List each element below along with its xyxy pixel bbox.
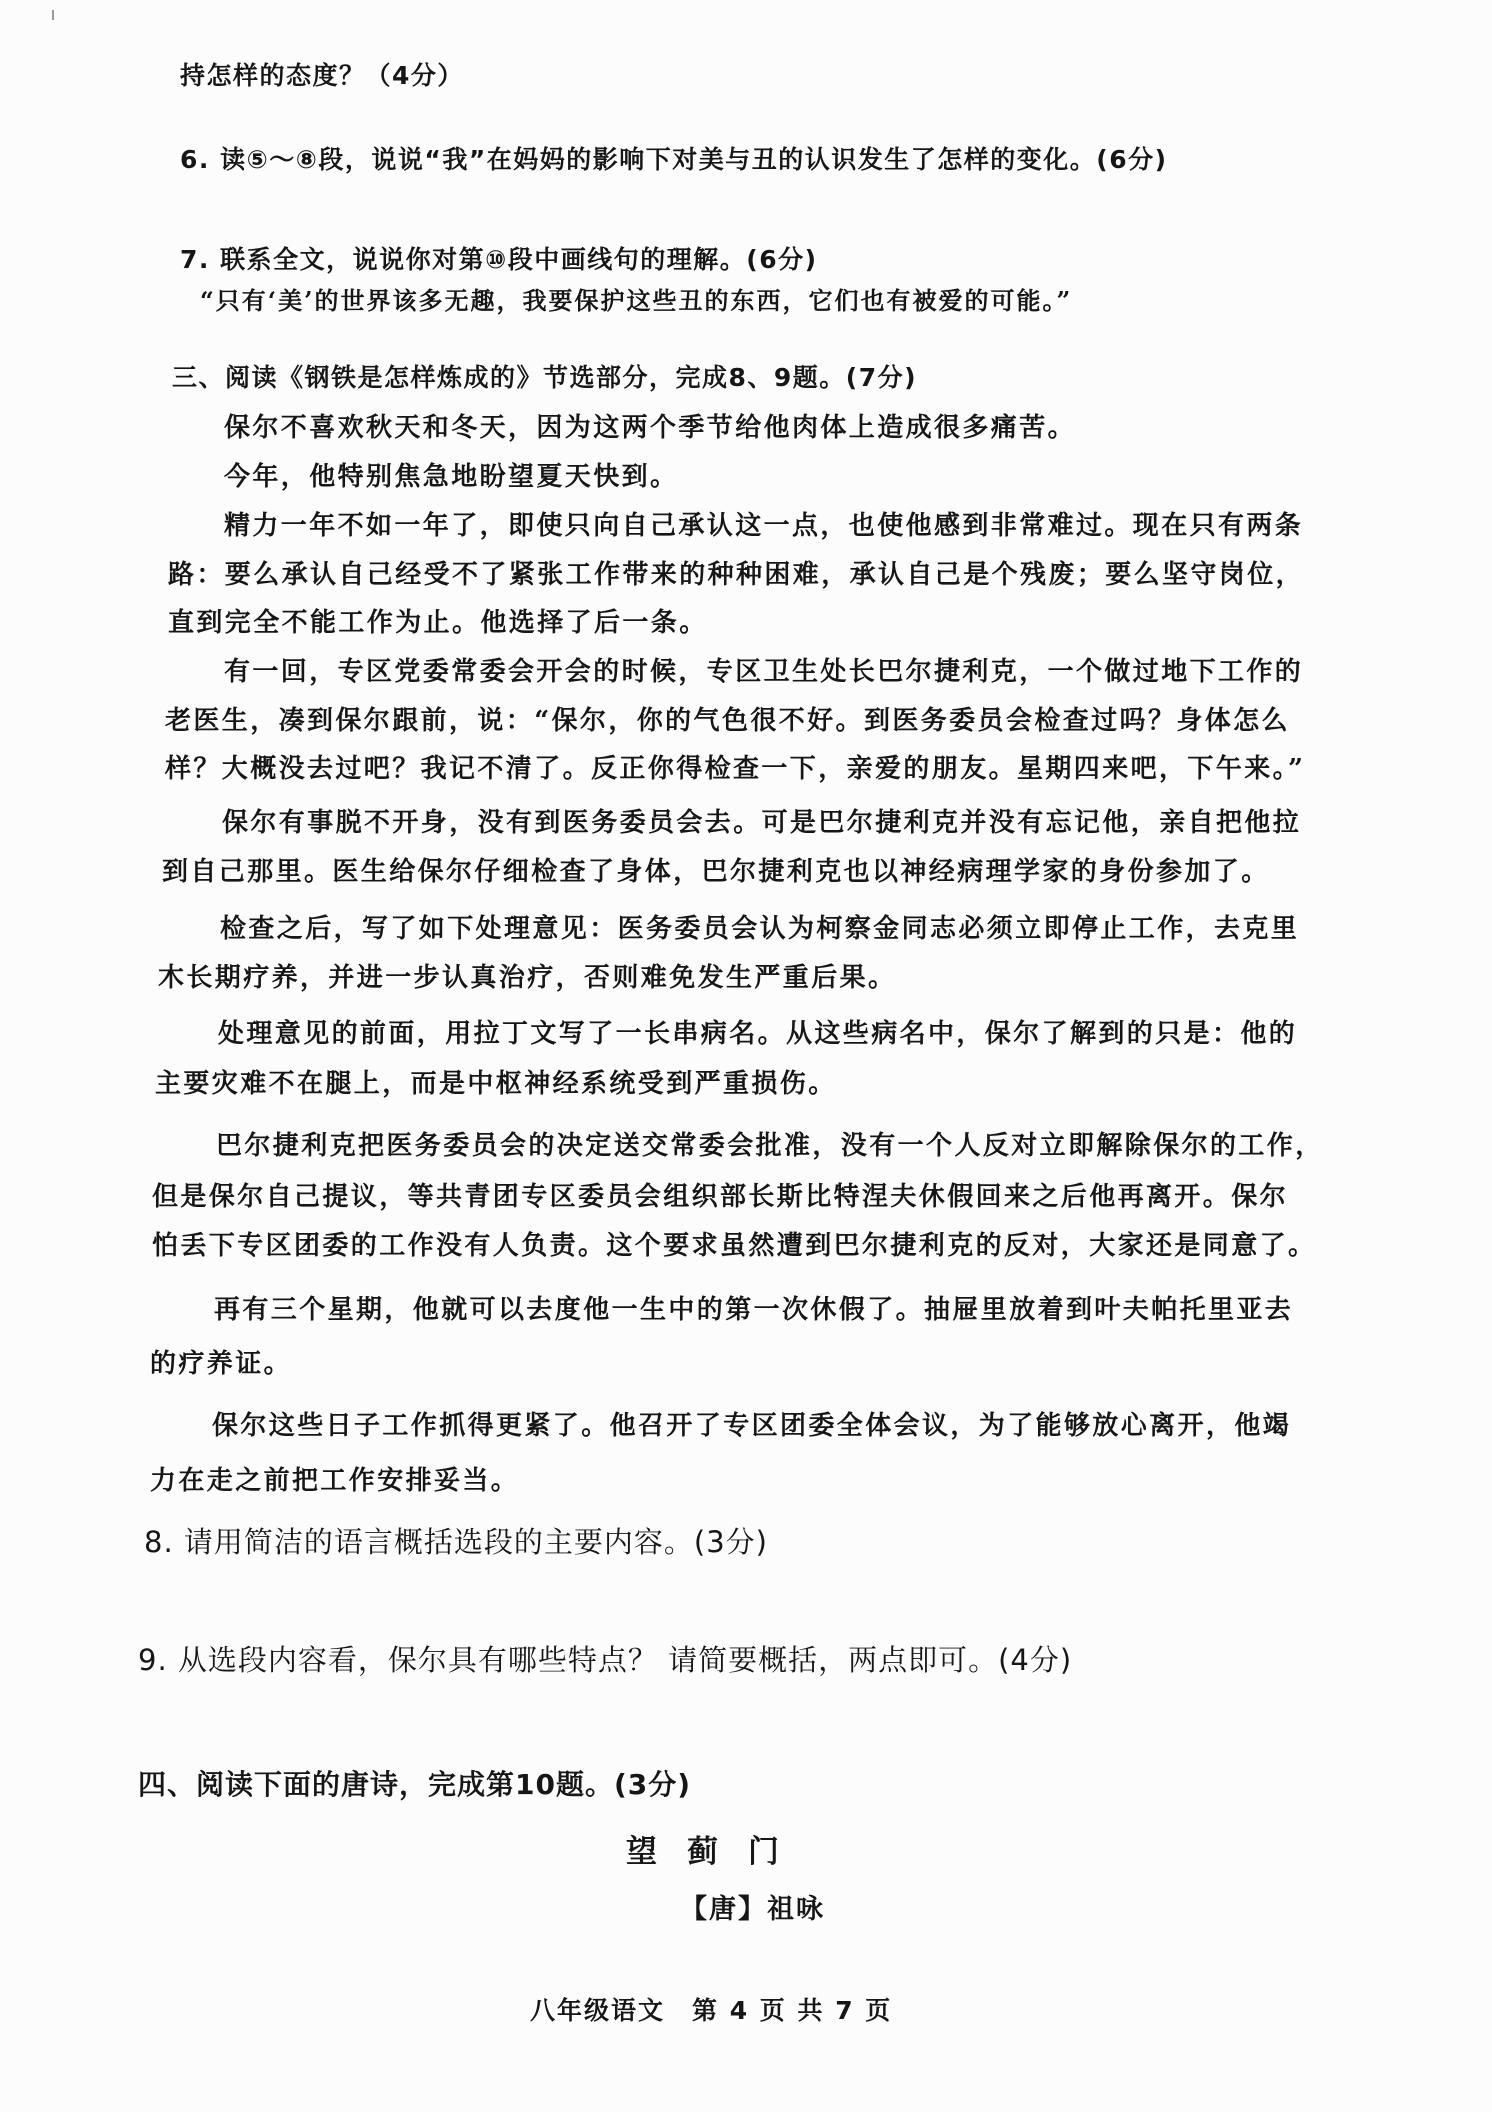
- passage-line: 保尔不喜欢秋天和冬天，因为这两个季节给他肉体上造成很多痛苦。: [224, 413, 1077, 443]
- passage-line: 有一回，专区党委常委会开会的时候，专区卫生处长巴尔捷利克，一个做过地下工作的: [224, 657, 1304, 687]
- passage-line: 老医生，凑到保尔跟前，说：“保尔，你的气色很不好。到医务委员会检查过吗？身体怎么: [165, 706, 1290, 736]
- question-9: 9. 从选段内容看，保尔具有哪些特点？ 请简要概括，两点即可。(4分): [138, 1643, 1073, 1677]
- passage-line: 精力一年不如一年了，即使只向自己承认这一点，也使他感到非常难过。现在只有两条: [224, 511, 1304, 541]
- section-3-heading: 三、阅读《钢铁是怎样炼成的》节选部分，完成8、9题。(7分): [172, 363, 918, 392]
- scan-mark: [52, 10, 54, 20]
- section-4-heading: 四、阅读下面的唐诗，完成第10题。(3分): [138, 1768, 692, 1801]
- passage-line: 路：要么承认自己经受不了紧张工作带来的种种困难，承认自己是个残废；要么坚守岗位，: [168, 560, 1305, 590]
- passage-line: 的疗养证。: [150, 1349, 293, 1379]
- question-8: 8. 请用简洁的语言概括选段的主要内容。(3分): [144, 1525, 768, 1559]
- passage-line: 保尔这些日子工作抓得更紧了。他召开了专区团委全体会议，为了能够放心离开，他竭: [212, 1411, 1292, 1441]
- poem-author: 【唐】祖咏: [680, 1894, 825, 1925]
- passage-line: 怕丢下专区团委的工作没有人负责。这个要求虽然遭到巴尔捷利克的反对，大家还是同意了。: [152, 1231, 1317, 1261]
- poem-title: 望蓟门: [626, 1834, 809, 1870]
- passage-line: 处理意见的前面，用拉丁文写了一长串病名。从这些病名中，保尔了解到的只是：他的: [218, 1019, 1298, 1049]
- passage-line: 木长期疗养，并进一步认真治疗，否则难免发生严重后果。: [158, 963, 897, 993]
- page-footer: 八年级语文 第 4 页 共 7 页: [530, 1996, 893, 2025]
- passage-line: 今年，他特别焦急地盼望夏天快到。: [224, 462, 679, 492]
- question-7: 7. 联系全文，说说你对第⑩段中画线句的理解。(6分): [180, 245, 818, 274]
- passage-line: 检查之后，写了如下处理意见：医务委员会认为柯察金同志必须立即停止工作，去克里: [220, 914, 1300, 944]
- passage-line: 力在走之前把工作安排妥当。: [150, 1466, 520, 1496]
- passage-line: 再有三个星期，他就可以去度他一生中的第一次休假了。抽屉里放着到叶夫帕托里亚去: [214, 1295, 1294, 1325]
- passage-line: 保尔有事脱不开身，没有到医务委员会去。可是巴尔捷利克并没有忘记他，亲自把他拉: [222, 808, 1302, 838]
- question-7-quote: “只有‘美’的世界该多无趣，我要保护这些丑的东西，它们也有被爱的可能。”: [200, 286, 1073, 315]
- passage-line: 巴尔捷利克把医务委员会的决定送交常委会批准，没有一个人反对立即解除保尔的工作，: [216, 1131, 1324, 1161]
- passage-line: 到自己那里。医生给保尔仔细检查了身体，巴尔捷利克也以神经病理学家的身份参加了。: [162, 857, 1270, 887]
- passage-line: 直到完全不能工作为止。他选择了后一条。: [168, 608, 708, 638]
- question-6: 6. 读⑤～⑧段，说说“我”在妈妈的影响下对美与丑的认识发生了怎样的变化。(6分): [180, 145, 1168, 174]
- passage-line: 但是保尔自己提议，等共青团专区委员会组织部长斯比特涅夫休假回来之后他再离开。保尔: [152, 1182, 1289, 1212]
- passage-line: 主要灾难不在腿上，而是中枢神经系统受到严重损伤。: [155, 1069, 837, 1099]
- continued-question-tail: 持怎样的态度？（4分）: [180, 61, 464, 90]
- passage-line: 样？大概没去过吧？我记不清了。反正你得检查一下，亲爱的朋友。星期四来吧，下午来。”: [165, 754, 1306, 784]
